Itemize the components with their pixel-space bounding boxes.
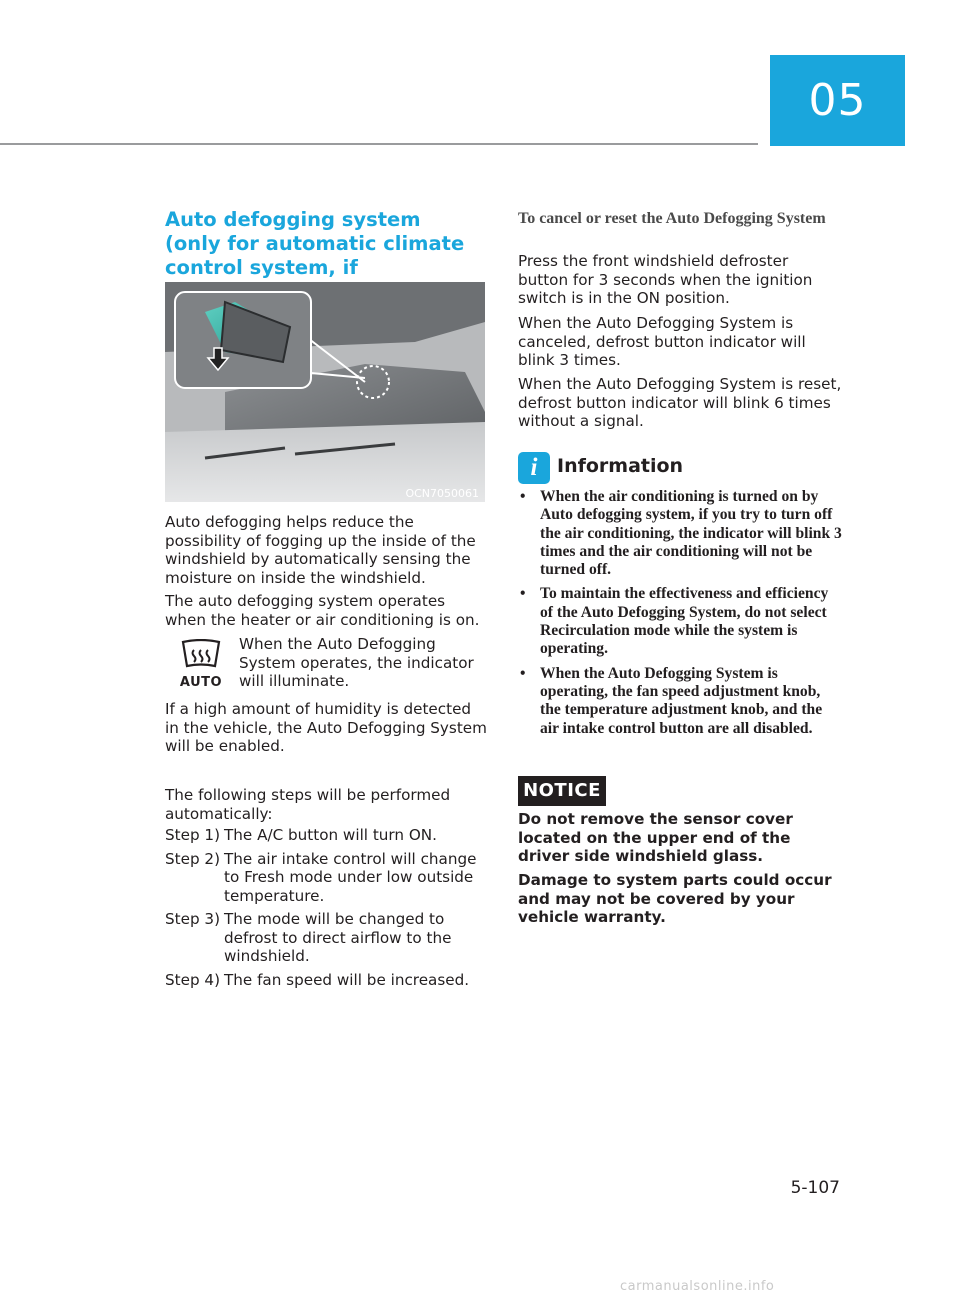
humidity-paragraph: If a high amount of humidity is detected in the vehicle, the Auto Defogging System will be enabled. xyxy=(165,700,487,755)
cancel-paragraph-2: When the Auto Defogging System is canceled, defrost button indicator will blink 3 times. xyxy=(518,314,806,369)
watermark: carmanualsonline.info xyxy=(620,1279,775,1294)
bullet-icon: • xyxy=(520,488,526,505)
step-text: The air intake control will change to Fresh mode under low outside temperature. xyxy=(224,849,477,905)
windshield-illustration xyxy=(165,282,485,502)
info-icon: i xyxy=(518,452,550,484)
notice-paragraph-2: Damage to system parts could occur and may not be covered by your vehicle warranty. xyxy=(518,871,832,926)
cancel-reset-heading: To cancel or reset the Auto Defogging System xyxy=(518,210,826,227)
step-label: Step 2) xyxy=(165,849,220,868)
bullet-icon: • xyxy=(520,664,526,682)
information-text: When the air conditioning is turned on by Auto defogging system, if you try to turn off the air conditioning, the indicator will blink 3 times and the air conditioning will not be turned off. xyxy=(540,488,842,579)
information-item xyxy=(518,585,843,658)
bullet-icon: • xyxy=(520,585,526,603)
information-title: Information xyxy=(557,455,684,477)
step-item xyxy=(165,910,487,966)
step-label: Step 4) xyxy=(165,970,220,989)
page-number: 5-107 xyxy=(790,1178,840,1198)
indicator-paragraph: When the Auto Defogging System operates, the indicator will illuminate. xyxy=(239,635,474,690)
steps-intro: The following steps will be performed automatically: xyxy=(165,786,451,823)
step-item xyxy=(165,971,487,990)
cancel-paragraph-3: When the Auto Defogging System is reset, defrost button indicator will blink 6 times without a signal. xyxy=(518,375,842,430)
chapter-tab: 05 xyxy=(770,55,905,146)
operation-paragraph: The auto defogging system operates when the heater or air conditioning is on. xyxy=(165,592,480,629)
information-text: To maintain the effectiveness and efficiency of the Auto Defogging System, do not select Recirculation mode while the system is operating. xyxy=(540,585,829,658)
step-text: The fan speed will be increased. xyxy=(224,970,470,989)
information-header xyxy=(518,452,838,484)
figure-code: OCN7050061 xyxy=(405,487,479,500)
notice-badge: NOTICE xyxy=(518,776,606,806)
step-text: The A/C button will turn ON. xyxy=(224,826,437,844)
step-label: Step 3) xyxy=(165,910,220,928)
auto-defog-indicator xyxy=(172,639,230,691)
auto-defrost-icon xyxy=(172,639,230,675)
step-item xyxy=(165,850,487,906)
information-text: When the Auto Defogging System is operating, the fan speed adjustment knob, the temperature adjustment knob, and the air intake control button are all disabled. xyxy=(540,664,823,737)
cancel-paragraph-1: Press the front windshield defroster button for 3 seconds when the ignition switch is in the ON position. xyxy=(518,252,813,307)
information-item xyxy=(518,665,843,738)
information-item xyxy=(518,488,843,579)
steps-list xyxy=(165,826,487,994)
auto-label: AUTO xyxy=(179,675,223,690)
windshield-figure xyxy=(165,282,485,502)
intro-paragraph: Auto defogging helps reduce the possibility of fogging up the inside of the windshield by automatically sensing the moisture on inside the windshield. xyxy=(165,513,476,587)
step-item xyxy=(165,826,487,845)
step-label: Step 1) xyxy=(165,826,220,844)
notice-paragraph-1: Do not remove the sensor cover located on the upper end of the driver side windshield glass. xyxy=(518,810,793,865)
section-heading: Auto defogging system (only for automatic climate control system, if xyxy=(165,208,465,279)
step-text: The mode will be changed to defrost to direct airflow to the windshield. xyxy=(224,910,452,965)
information-list xyxy=(518,488,843,744)
header-rule xyxy=(0,143,758,145)
